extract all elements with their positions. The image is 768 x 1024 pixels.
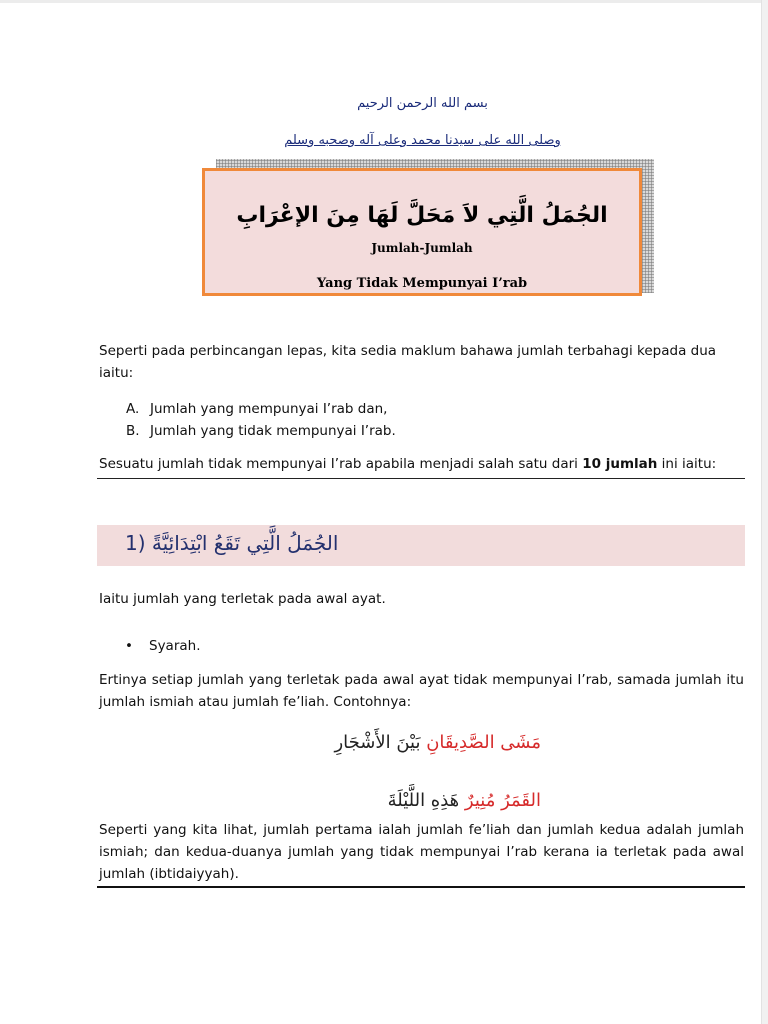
section-heading-bar — [97, 525, 745, 566]
intro-paragraph: Seperti pada perbincangan lepas, kita sedia maklum bahawa jumlah terbahagi kepada dua iaitu: — [99, 343, 717, 381]
divider-line-bottom — [97, 886, 745, 888]
title-subtitle-2: Yang Tidak Mempunyai I’rab — [316, 276, 528, 291]
example-sentence-2 — [388, 790, 541, 811]
section-definition: Iaitu jumlah yang terletak pada awal ayat. — [99, 591, 386, 607]
title-subtitle-1: Jumlah-Jumlah — [371, 241, 473, 255]
page-right-edge — [761, 0, 768, 1024]
salawat-line: وصلى الله على سيدنا محمد وعلى آله وصحبه وسلم — [284, 133, 561, 148]
title-box — [202, 168, 642, 296]
list-item-text: Jumlah yang mempunyai I’rab dan, — [150, 401, 388, 417]
example-2-highlight: القَمَرُ مُنِيرٌ — [464, 790, 541, 811]
section-number: 1) — [125, 531, 146, 555]
explanation-paragraph: Ertinya setiap jumlah yang terletak pada awal ayat tidak mempunyai I’rab, samada jumlah itu jumlah ismiah atau jumlah fe’liah. Contohnya: — [99, 672, 744, 710]
list-item-text: Jumlah yang tidak mempunyai I’rab. — [150, 423, 396, 439]
condition-count: 10 jumlah — [582, 456, 658, 472]
basmala-line: بسم الله الرحمن الرحيم — [357, 96, 488, 111]
conclusion-paragraph: Seperti yang kita lihat, jumlah pertama ialah jumlah fe’liah dan jumlah kedua adalah jumlah ismiah; dan kedua-duanya jumlah yang tidak mempunyai I’rab kerana ia terletak pada awal jumlah (ibtidaiyyah). — [99, 822, 744, 882]
divider-line — [97, 478, 745, 479]
title-arabic: الجُمَلُ الَّتِي لاَ مَحَلَّ لَهَا مِنَ الإعْرَابِ — [236, 203, 608, 228]
condition-sentence — [99, 453, 744, 475]
list-item — [126, 399, 387, 419]
example-1-highlight: مَشَى الصَّدِيقَانِ — [426, 732, 541, 753]
condition-text-after: ini iaitu: — [657, 456, 717, 472]
bullet-dot: • — [125, 638, 133, 654]
example-1-rest: بَيْنَ الأَشْجَارِ — [334, 732, 421, 753]
section-heading-arabic: الجُمَلُ الَّتِي تَقَعُ ابْتِدَائِيَّةً — [151, 531, 339, 555]
page-top-edge — [0, 0, 768, 3]
example-sentence-1 — [334, 732, 541, 753]
list-item-label: B. — [126, 423, 140, 439]
list-item-label: A. — [126, 401, 140, 417]
bullet-text: Syarah. — [149, 638, 201, 654]
condition-text-before: Sesuatu jumlah tidak mempunyai I’rab apabila menjadi salah satu dari — [99, 456, 583, 472]
list-item — [126, 421, 396, 441]
example-2-rest: هَذِهِ اللَّيْلَةَ — [387, 790, 460, 811]
bullet-item — [125, 636, 201, 656]
section-heading — [125, 531, 338, 555]
